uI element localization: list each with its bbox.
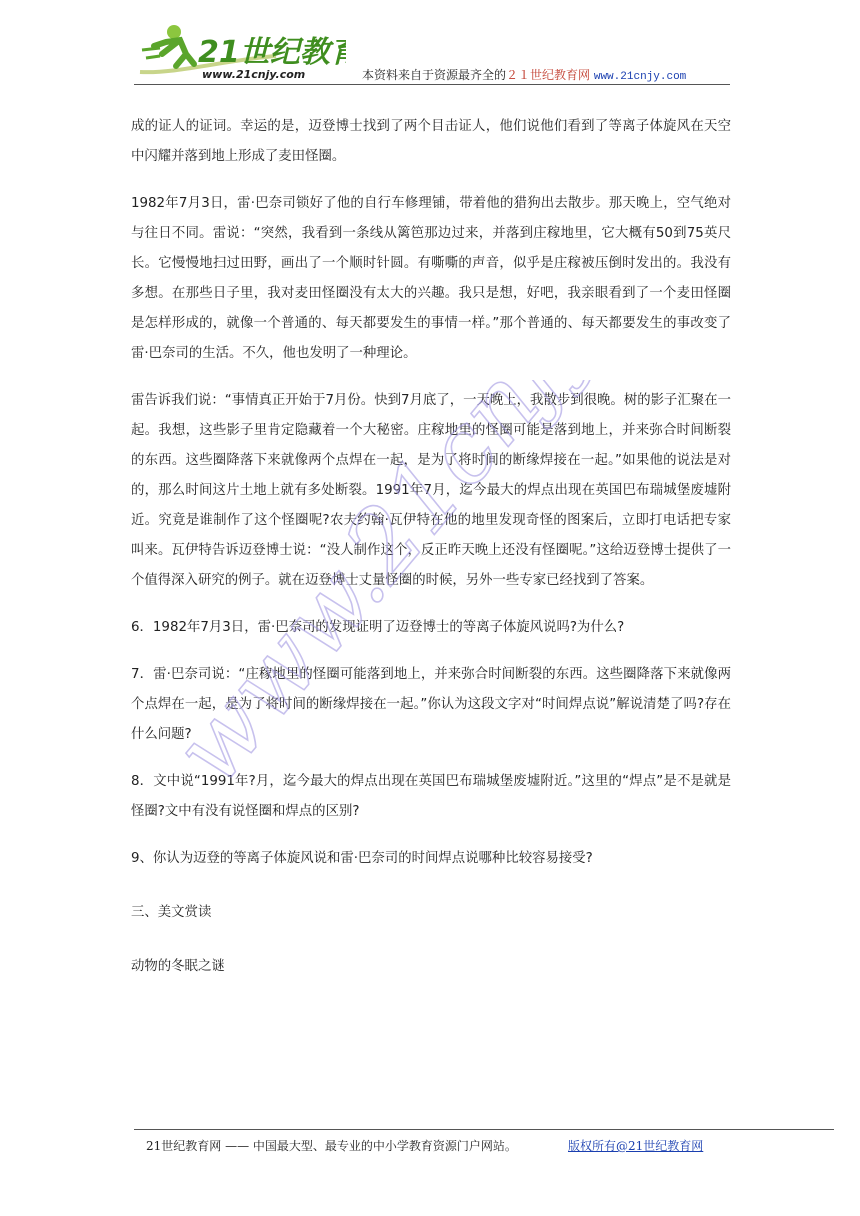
header-site-name[interactable]: ２１世纪教育网 <box>506 68 591 82</box>
question-8: 8．文中说“1991年?月，迄今最大的焊点出现在英国巴布瑞城堡废墟附近。”这里的“焊点”是不是就是怪圈?文中有没有说怪圈和焊点的区别? <box>131 774 731 819</box>
paragraph: 1982年7月3日，雷·巴奈司锁好了他的自行车修理铺，带着他的猎狗出去散步。那天晚上，空气绝对与往日不同。雷说：“突然，我看到一条线从篱笆那边过来，并落到庄稼地里，它大概有50到75英尺长。它慢慢地扫过田野，画出了一个顺时针圆。有嘶嘶的声音，似乎是庄稼被压倒时发出的。我没有多想。在那些日子里，我对麦田怪圈没有太大的兴趣。我只是想，好吧，我亲眼看到了一个麦田怪圈是怎样形成的，就像一个普通的、每天都要发生的事情一样。”那个普通的、每天都要发生的事改变了雷·巴奈司的生活。不久，他也发明了一种理论。 <box>131 196 731 361</box>
copyright-link[interactable]: 版权所有@21世纪教育网 <box>568 1139 704 1153</box>
header-site-url[interactable]: www.21cnjy.com <box>593 71 687 83</box>
question-7: 7．雷·巴奈司说：“庄稼地里的怪圈可能落到地上，并来弥合时间断裂的东西。这些圈降落下来就像两个点焊在一起，是为了将时间的断缘焊接在一起。”你认为这段文字对“时间焊点说”解说清楚了吗?存在什么问题? <box>131 667 731 742</box>
logo-text: 21世纪教育 <box>198 35 346 70</box>
question-6: 6．1982年7月3日，雷·巴奈司的发现证明了迈登博士的等离子体旋风说吗?为什么? <box>131 620 625 635</box>
header-note-prefix: 本资料来自于资源最齐全的 <box>362 68 507 82</box>
article-title: 动物的冬眠之谜 <box>131 959 225 974</box>
document-body <box>131 112 731 999</box>
header-divider <box>134 84 730 85</box>
footer-text: 21世纪教育网 —— 中国最大型、最专业的中小学教育资源门户网站。 <box>146 1139 517 1153</box>
watermark-text: www.21cnjy.com <box>180 380 700 805</box>
question-9: 9、你认为迈登的等离子体旋风说和雷·巴奈司的时间焊点说哪种比较容易接受? <box>131 851 593 866</box>
section-heading: 三、美文赏读 <box>131 905 212 920</box>
header-note <box>362 66 686 83</box>
site-logo <box>136 20 346 82</box>
paragraph: 雷告诉我们说：“事情真正开始于7月份。快到7月底了，一天晚上，我散步到很晚。树的影子汇聚在一起。我想，这些影子里肯定隐藏着一个大秘密。庄稼地里的怪圈可能是落到地上，并来弥合时间断裂的东西。这些圈降落下来就像两个点焊在一起，是为了将时间的断缘焊接在一起。”如果他的说法是对的，那么时间这片土地上就有多处断裂。1991年7月，迄今最大的焊点出现在英国巴布瑞城堡废墟附近。究竟是谁制作了这个怪圈呢?农夫约翰·瓦伊特在他的地里发现奇怪的图案后，立即打电话把专家叫来。瓦伊特告诉迈登博士说：“没人制作这个，反正昨天晚上还没有怪圈呢。”这给迈登博士提供了一个值得深入研究的例子。就在迈登博士丈量怪圈的时候，另外一些专家已经找到了答案。 <box>131 393 731 588</box>
logo-url: www.21cnjy.com <box>202 68 306 81</box>
footer-divider <box>134 1129 834 1130</box>
paragraph: 成的证人的证词。幸运的是，迈登博士找到了两个目击证人，他们说他们看到了等离子体旋风在天空中闪耀并落到地上形成了麦田怪圈。 <box>131 119 731 164</box>
